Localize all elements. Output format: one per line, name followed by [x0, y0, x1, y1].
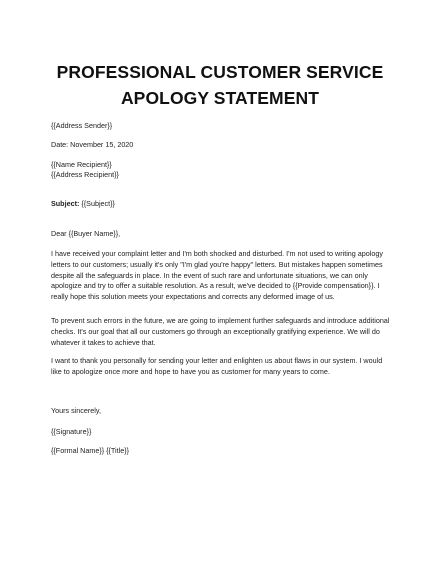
signature: {{Signature}}	[51, 427, 92, 436]
formal-name-title: {{Formal Name}} {{Title}}	[51, 446, 130, 455]
address-sender: {{Address Sender}}	[51, 121, 113, 130]
document-title-line-1: PROFESSIONAL CUSTOMER SERVICE	[56, 62, 384, 82]
paragraph-3: I want to thank you personally for sending your letter and enlighten us about flaws in our system. I would like to apologize once more and hope to have you as customer for many years to come.	[51, 356, 383, 376]
paragraph-2: To prevent such errors in the future, we are going to implement further safeguards and introduce additional checks. It's our goal that all our customers go through an exceptionally gratifying experience. We will do whatever it takes to achieve that.	[51, 316, 390, 347]
paragraph-1: I have received your complaint letter and I'm both shocked and disturbed. I'm not used to writing apology letters to our customers; usually it's only "I'm glad you're happy" letters. But mistakes happen sometimes despite all the safeguards in place. In the event of such rare and unfortunate situations, we can only apologize and try to offer a suitable resolution. As a result, we've decided to {{Provide compensation}}. I really hope this solution meets your expectations and corrects any deformed image of us.	[51, 249, 383, 302]
subject-line	[51, 199, 391, 210]
closing: Yours sincerely,	[51, 406, 101, 415]
subject-value: {{Subject}}	[79, 199, 115, 208]
name-recipient: {{Name Recipient}}	[51, 160, 112, 169]
greeting: Dear {{Buyer Name}},	[51, 229, 121, 238]
document-title-line-2: APOLOGY STATEMENT	[120, 88, 320, 108]
letter-date: Date: November 15, 2020	[51, 140, 134, 149]
subject-label: Subject:	[51, 199, 80, 208]
address-recipient: {{Address Recipient}}	[51, 170, 119, 179]
